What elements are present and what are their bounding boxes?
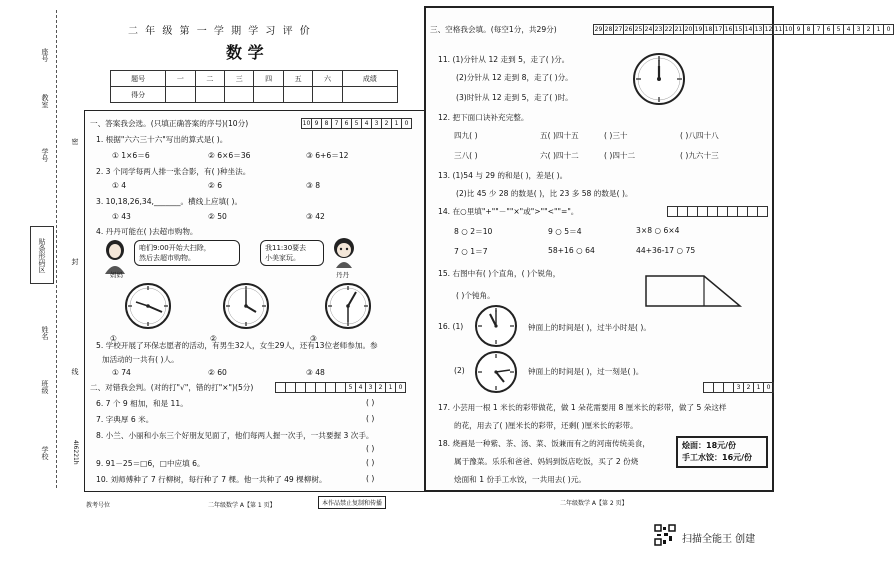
score-box[interactable]: 24 <box>644 26 653 33</box>
q4-option-2[interactable]: ② <box>210 334 217 343</box>
score-box[interactable]: 4 <box>355 382 366 393</box>
q18-line1: 18. 烧画是一种紫、茶、汤、菜、饭兼而有之的河南传统美食， <box>438 439 650 448</box>
score-box[interactable]: 10 <box>302 120 311 127</box>
q16-score-boxes <box>704 382 774 393</box>
score-header-cell: 一 <box>166 71 195 87</box>
score-box[interactable]: 4 <box>361 118 372 129</box>
score-header-cell: 六 <box>313 71 342 87</box>
q13-part2: (2)比 45 少 28 的数是( )，比 23 多 58 的数是( )。 <box>456 189 633 198</box>
clock-option-1 <box>124 282 172 330</box>
score-cell[interactable] <box>225 87 254 103</box>
score-box[interactable]: 2 <box>381 118 392 129</box>
score-box[interactable]: 5 <box>345 382 356 393</box>
judge-7: 7. 字典厚 6 米。 <box>96 415 154 424</box>
score-box[interactable]: 1 <box>391 118 402 129</box>
section-2-header: 二、对错我会判。(对的打"√"，错的打"×")(5分) <box>90 383 254 392</box>
label-school: 学校 <box>41 446 49 460</box>
q12-item[interactable]: 三八( ) <box>454 151 478 160</box>
score-header-cell: 题号 <box>111 71 166 87</box>
q16-part2-label: (2) <box>454 366 465 375</box>
score-header-cell: 三 <box>225 71 254 87</box>
trapezoid-figure <box>644 274 744 308</box>
label-seat: 座号 <box>41 48 49 62</box>
section-2-score-boxes <box>276 382 406 393</box>
q15-line2: ( )个钝角。 <box>456 291 495 300</box>
score-box[interactable]: 3 <box>365 382 376 393</box>
score-box[interactable]: 20 <box>684 26 693 33</box>
q12-item[interactable]: ( )四十二 <box>604 151 636 160</box>
q18-line2: 属于豫菜。乐乐和爸爸、妈妈到饭店吃饭，买了 2 份烧 <box>454 457 639 466</box>
score-box[interactable]: 3 <box>371 118 382 129</box>
clock-q16-2 <box>474 350 518 394</box>
score-box[interactable]: 7 <box>813 24 824 35</box>
score-box[interactable]: 29 <box>594 26 603 33</box>
score-box[interactable]: 6 <box>341 118 352 129</box>
q14-score-boxes <box>668 206 768 217</box>
q17-line2: 的花，用去了( )厘米长的彩带，还剩( )厘米长的彩带。 <box>454 421 638 430</box>
q3-option-2[interactable]: ② 50 <box>208 212 227 221</box>
score-box[interactable]: 6 <box>823 24 834 35</box>
question-3: 3. 10,18,26,34,_______。横线上应填( )。 <box>96 197 243 206</box>
q5-option-1[interactable]: ① 74 <box>112 368 131 377</box>
q12-item[interactable]: 四九( ) <box>454 131 478 140</box>
score-header-cell: 四 <box>254 71 283 87</box>
kid-speech-bubble: 我11:30要去 小美家玩。 <box>260 240 324 266</box>
q3-option-1[interactable]: ① 43 <box>112 212 131 221</box>
q12-item[interactable]: ( )八四十八 <box>680 131 719 140</box>
seal-word-3: 线 <box>71 368 79 375</box>
score-box[interactable]: 15 <box>734 26 743 33</box>
clock-option-3 <box>324 282 372 330</box>
q1-option-1[interactable]: ① 1×6＝6 <box>112 151 150 160</box>
score-box[interactable] <box>757 206 768 217</box>
section-1-header: 一、答案我会选。(只填正确答案的序号)(10分) <box>90 119 249 128</box>
clock-option-2 <box>222 282 270 330</box>
q14-item[interactable]: 9 ○ 5＝4 <box>548 227 582 236</box>
score-header-cell: 成绩 <box>342 71 397 87</box>
score-header-cell: 二 <box>195 71 224 87</box>
score-box[interactable]: 5 <box>351 118 362 129</box>
footer-copyright: 本作品禁止复制和传播 <box>318 496 386 509</box>
score-box[interactable]: 26 <box>624 26 633 33</box>
score-box[interactable]: 18 <box>704 26 713 33</box>
q4-option-3[interactable]: ③ <box>310 334 317 343</box>
question-1: 1. 根据"六六三十六"写出的算式是( )。 <box>96 135 228 144</box>
judge-7-answer[interactable]: ( ) <box>366 414 375 423</box>
q12-item[interactable]: 五( )四十五 <box>540 131 579 140</box>
clock-q11 <box>632 52 686 106</box>
mom-label: 妈妈 <box>110 271 123 279</box>
score-table <box>110 70 398 103</box>
q14-item[interactable]: 3×8 ○ 6×4 <box>636 226 680 235</box>
score-box[interactable]: 5 <box>833 24 844 35</box>
qr-code-icon <box>654 524 676 546</box>
q14-item[interactable]: 58+16 ○ 64 <box>548 246 595 255</box>
score-cell[interactable] <box>195 87 224 103</box>
score-box[interactable]: 1 <box>873 24 884 35</box>
subject-title: 数 学 <box>226 43 264 62</box>
score-box[interactable]: 19 <box>694 26 703 33</box>
score-box[interactable]: 10 <box>784 26 793 33</box>
strip-code: 4I6221h <box>72 440 79 465</box>
score-box[interactable]: 12 <box>764 26 773 33</box>
seal-line <box>56 10 57 488</box>
q2-option-1[interactable]: ① 4 <box>112 181 127 190</box>
score-box[interactable]: 17 <box>714 26 723 33</box>
q12-item[interactable]: ( )九六十三 <box>680 151 719 160</box>
q14-item[interactable]: 44+36-17 ○ 75 <box>636 246 696 255</box>
scanner-watermark: 扫描全能王 创建 <box>682 534 756 545</box>
score-cell[interactable] <box>313 87 342 103</box>
q3-option-3[interactable]: ③ 42 <box>306 212 325 221</box>
judge-10-answer[interactable]: ( ) <box>366 474 375 483</box>
q15-line1: 15. 右图中有( )个直角，( )个锐角， <box>438 269 561 278</box>
seal-word-2: 封 <box>71 258 79 265</box>
score-box[interactable]: 9 <box>793 24 804 35</box>
question-5-line2: 加活动的一共有( )人。 <box>102 355 179 364</box>
q16-part1-label: 16. (1) <box>438 322 464 331</box>
score-box[interactable]: 25 <box>634 26 643 33</box>
q1-option-2[interactable]: ② 6×6＝36 <box>208 151 251 160</box>
footer-page-1: 二年级数学 A【第 1 页】 <box>208 502 276 509</box>
q11-part3: (3)时针从 12 走到 5，走了( )时。 <box>456 93 573 102</box>
score-box[interactable]: 16 <box>724 26 733 33</box>
price-tag <box>676 436 768 468</box>
section-3-score-boxes <box>594 24 894 35</box>
q11-part2: (2)分针从 12 走到 8，走了( )分。 <box>456 73 573 82</box>
barcode-label: 贴条形码区 <box>38 237 46 273</box>
score-box[interactable]: 9 <box>311 118 322 129</box>
judge-8: 8. 小兰、小丽和小东三个好朋友见面了，他们每两人握一次手，一共要握 3 次手。 <box>96 431 374 440</box>
q14-item[interactable]: 8 ○ 2＝10 <box>454 227 493 236</box>
score-cell[interactable] <box>342 87 397 103</box>
score-row-label: 得分 <box>111 87 166 103</box>
score-box[interactable]: 1 <box>753 382 764 393</box>
mom-figure <box>100 238 130 274</box>
label-class: 班级 <box>41 380 49 394</box>
q11-part1: 11. (1)分针从 12 走到 5，走了( )分。 <box>438 55 570 64</box>
q16-part1-text: 钟面上的时间是( )，过半小时是( )。 <box>528 323 651 332</box>
q12: 12. 把下面口诀补充完整。 <box>438 113 529 122</box>
score-box[interactable]: 2 <box>375 382 386 393</box>
label-name: 姓名 <box>41 326 49 340</box>
q16-part2-text: 钟面上的时间是( )，过一刻是( )。 <box>528 367 644 376</box>
section-3-header: 三、空格我会填。(每空1分，共29分) <box>430 25 557 34</box>
barcode-area <box>30 226 54 284</box>
q12-item[interactable]: ( )三十 <box>604 131 628 140</box>
exam-title: 二 年 级 第 一 学 期 学 习 评 价 <box>128 26 312 37</box>
score-box[interactable]: 0 <box>395 382 406 393</box>
mom-speech-bubble: 咱们9:00开始大扫除， 然后去超市购物。 <box>134 240 240 266</box>
question-2: 2. 3 个同学每两人排一张合影，有( )种坐法。 <box>96 167 251 176</box>
score-box[interactable]: 22 <box>664 26 673 33</box>
score-box[interactable]: 8 <box>803 24 814 35</box>
score-box[interactable]: 11 <box>774 26 783 33</box>
label-id: 学号 <box>41 148 49 162</box>
score-box[interactable]: 23 <box>654 26 663 33</box>
score-cell[interactable] <box>283 87 312 103</box>
score-box[interactable]: 14 <box>744 26 753 33</box>
judge-6-answer[interactable]: ( ) <box>366 398 375 407</box>
q12-item[interactable]: 六( )四十二 <box>540 151 579 160</box>
q5-option-2[interactable]: ② 60 <box>208 368 227 377</box>
kid-figure <box>330 236 358 268</box>
judge-10: 10. 刘师傅种了 7 行柳树，每行种了 7 棵。他一共种了 49 棵柳树。 <box>96 475 327 484</box>
score-box[interactable]: 4 <box>843 24 854 35</box>
q4-option-1[interactable]: ① <box>110 334 117 343</box>
price-jiaozi: 手工水饺：16元/份 <box>682 453 753 462</box>
judge-9-answer[interactable]: ( ) <box>366 458 375 467</box>
footer-left: 教考号位 <box>86 502 111 509</box>
judge-6: 6. 7 个 9 相加，和是 11。 <box>96 399 188 408</box>
q17-line1: 17. 小芸用一根 1 米长的彩带做花，做 1 朵花需要用 8 厘米长的彩带，做了 5 朵这样 <box>438 403 727 412</box>
clock-q16-1 <box>474 304 518 348</box>
score-box[interactable]: 3 <box>853 24 864 35</box>
question-5-line1: 5. 学校开展了环保志愿者的活动，有男生32人，女生29人，还有13位老师参加。参 <box>96 341 378 350</box>
score-box[interactable]: 0 <box>883 24 894 35</box>
seal-word-1: 密 <box>71 138 79 145</box>
score-box[interactable]: 2 <box>863 24 874 35</box>
price-huimian: 烩面：18元/份 <box>682 441 737 450</box>
q14-item[interactable]: 7 ○ 1＝7 <box>454 247 488 256</box>
footer-page-2: 二年级数学 A【第 2 页】 <box>560 500 628 507</box>
score-box[interactable]: 0 <box>763 382 774 393</box>
score-box[interactable]: 0 <box>401 118 412 129</box>
label-room: 教室 <box>41 94 49 108</box>
score-box[interactable]: 1 <box>385 382 396 393</box>
q1-option-3[interactable]: ③ 6+6＝12 <box>306 151 349 160</box>
q14: 14. 在○里填"+""－""×"或">""<""="。 <box>438 207 579 216</box>
section-1-score-boxes <box>302 118 412 129</box>
score-header-cell: 五 <box>283 71 312 87</box>
q5-option-3[interactable]: ③ 48 <box>306 368 325 377</box>
score-box[interactable]: 28 <box>604 26 613 33</box>
score-box[interactable]: 8 <box>321 118 332 129</box>
score-cell[interactable] <box>254 87 283 103</box>
judge-9: 9. 91－25＝□6，□中应填 6。 <box>96 459 205 468</box>
q2-option-2[interactable]: ② 6 <box>208 181 223 190</box>
q2-option-3[interactable]: ③ 8 <box>306 181 321 190</box>
score-box[interactable]: 21 <box>674 26 683 33</box>
score-box[interactable]: 7 <box>331 118 342 129</box>
question-4: 4. 丹丹可能在( )去超市购物。 <box>96 227 198 236</box>
score-box[interactable]: 3 <box>733 382 744 393</box>
judge-8-answer[interactable]: ( ) <box>366 444 375 453</box>
q18-line3: 烩面和 1 份手工水饺，一共用去( )元。 <box>454 475 586 484</box>
score-box[interactable]: 2 <box>743 382 754 393</box>
kid-label: 丹丹 <box>336 271 349 279</box>
q13-part1: 13. (1)54 与 29 的和是( )，差是( )。 <box>438 171 568 180</box>
score-cell[interactable] <box>166 87 195 103</box>
score-box[interactable]: 13 <box>754 26 763 33</box>
score-box[interactable]: 27 <box>614 26 623 33</box>
